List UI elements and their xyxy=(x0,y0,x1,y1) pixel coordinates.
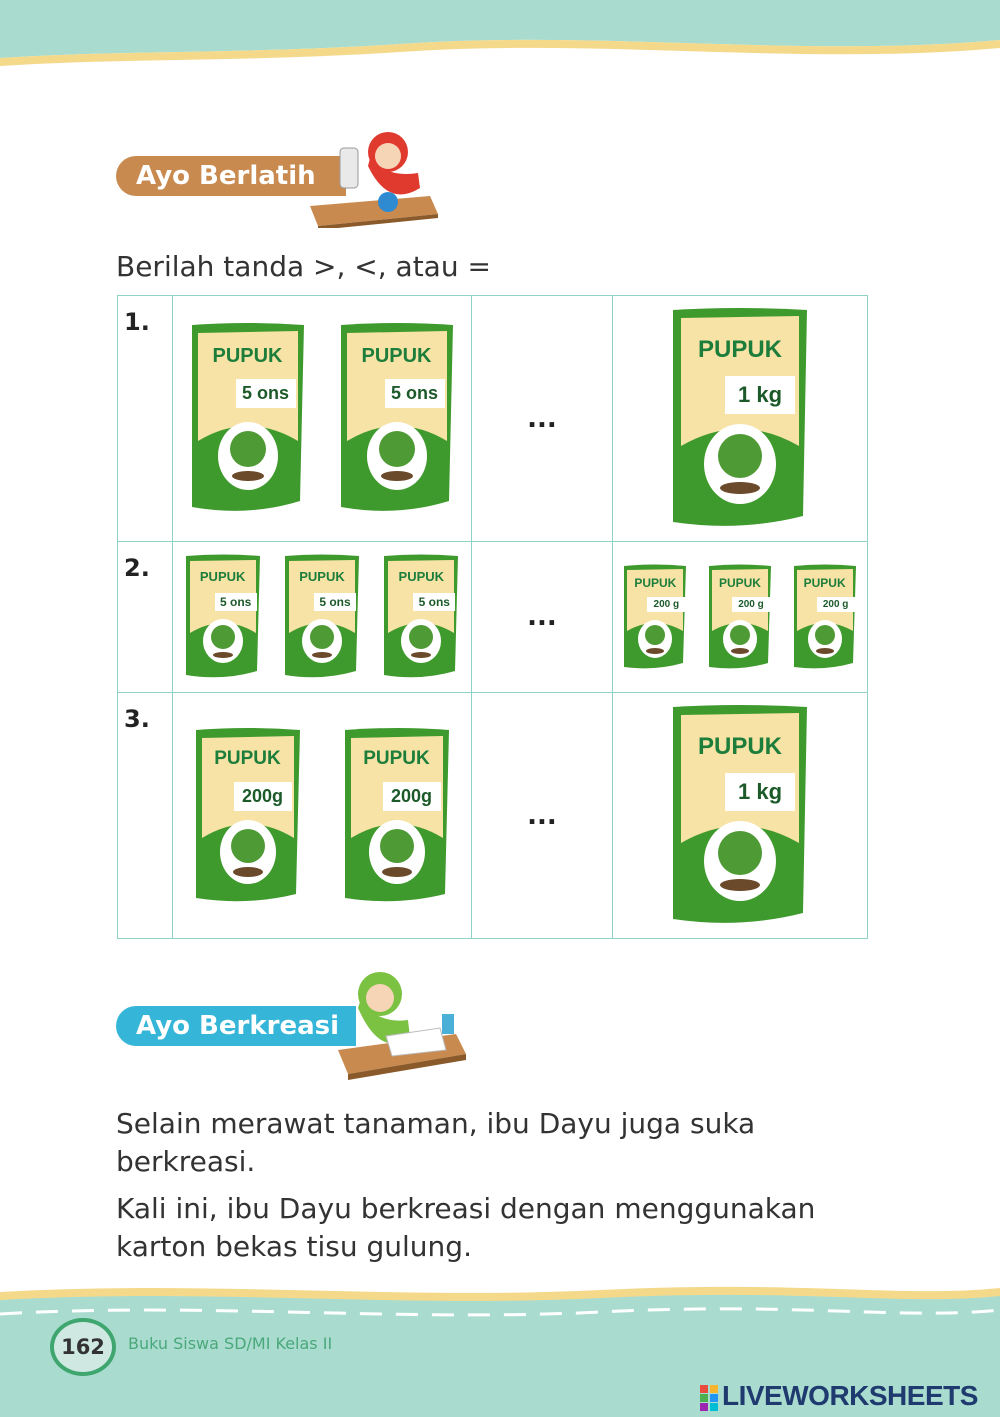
pack-label: PUPUK xyxy=(697,733,782,760)
brand-text: LIVEWORKSHEETS xyxy=(722,1380,978,1411)
pack-label: PUPUK xyxy=(199,569,246,584)
pack-weight: 5 ons xyxy=(385,379,445,408)
pack-label: PUPUK xyxy=(363,747,430,769)
fertilizer-bag-icon xyxy=(183,553,263,681)
pack-weight: 5 ons xyxy=(413,593,455,611)
page-number: 162 xyxy=(50,1318,116,1376)
paragraph-2: Kali ini, ibu Dayu berkreasi dengan menggunakan karton bekas tisu gulung. xyxy=(116,1192,816,1263)
pack-weight: 200 g xyxy=(647,597,685,612)
pack-label: PUPUK xyxy=(697,336,782,363)
fertilizer-bag-icon xyxy=(341,726,453,906)
pack-label: PUPUK xyxy=(718,576,761,590)
left-packs-cell xyxy=(173,542,472,693)
exercise-number: 2. xyxy=(118,542,173,693)
pack-label: PUPUK xyxy=(214,747,281,769)
exercise-number: 3. xyxy=(118,693,173,939)
book-title: Buku Siswa SD/MI Kelas II xyxy=(128,1334,333,1353)
pack-weight: 200g xyxy=(383,782,441,811)
pack-label: PUPUK xyxy=(803,576,846,590)
left-packs-cell xyxy=(173,693,472,939)
fertilizer-bag-icon xyxy=(706,563,774,671)
fertilizer-bag-icon xyxy=(188,321,308,516)
instruction-text: Berilah tanda >, <, atau = xyxy=(116,250,491,283)
fertilizer-bag-icon xyxy=(621,563,689,671)
right-packs-cell xyxy=(613,693,868,939)
pack-label: PUPUK xyxy=(299,569,345,584)
pack-label: PUPUK xyxy=(361,345,432,367)
pack-weight: 5 ons xyxy=(314,593,356,611)
fertilizer-bag-icon xyxy=(669,306,811,531)
answer-blank[interactable]: ... xyxy=(472,296,613,542)
fertilizer-bag-icon xyxy=(381,553,461,681)
liveworksheets-logo xyxy=(700,1380,978,1412)
answer-blank[interactable]: ... xyxy=(472,542,613,693)
fertilizer-bag-icon xyxy=(337,321,457,516)
top-wave-decoration xyxy=(0,0,1000,70)
girl-drawing-illustration xyxy=(330,958,470,1088)
pack-weight: 200 g xyxy=(732,597,770,612)
exercise-number: 1. xyxy=(118,296,173,542)
pack-weight: 200g xyxy=(234,782,292,811)
pack-label: PUPUK xyxy=(212,345,283,367)
fertilizer-bag-icon xyxy=(192,726,304,906)
table-row xyxy=(118,542,868,693)
practice-section-tag: Ayo Berlatih xyxy=(116,156,346,196)
fertilizer-bag-icon xyxy=(282,553,362,681)
left-packs-cell xyxy=(173,296,472,542)
pack-weight: 1 kg xyxy=(725,376,795,414)
right-packs-cell xyxy=(613,296,868,542)
pack-weight: 5 ons xyxy=(236,379,296,408)
answer-blank[interactable]: ... xyxy=(472,693,613,939)
table-row xyxy=(118,693,868,939)
girl-with-globe-illustration xyxy=(300,118,440,228)
liveworksheets-mark-icon xyxy=(700,1385,718,1411)
pack-weight: 5 ons xyxy=(215,593,257,611)
paragraph-1: Selain merawat tanaman, ibu Dayu juga suka berkreasi. xyxy=(116,1107,756,1178)
pack-weight: 1 kg xyxy=(725,773,795,811)
right-packs-cell xyxy=(613,542,868,693)
fertilizer-bag-icon xyxy=(669,703,811,928)
table-row xyxy=(118,296,868,542)
pack-label: PUPUK xyxy=(634,576,677,590)
fertilizer-bag-icon xyxy=(791,563,859,671)
create-section-tag: Ayo Berkreasi xyxy=(116,1006,356,1046)
comparison-table xyxy=(117,295,868,939)
pack-weight: 200 g xyxy=(817,597,855,612)
pack-label: PUPUK xyxy=(398,569,445,584)
